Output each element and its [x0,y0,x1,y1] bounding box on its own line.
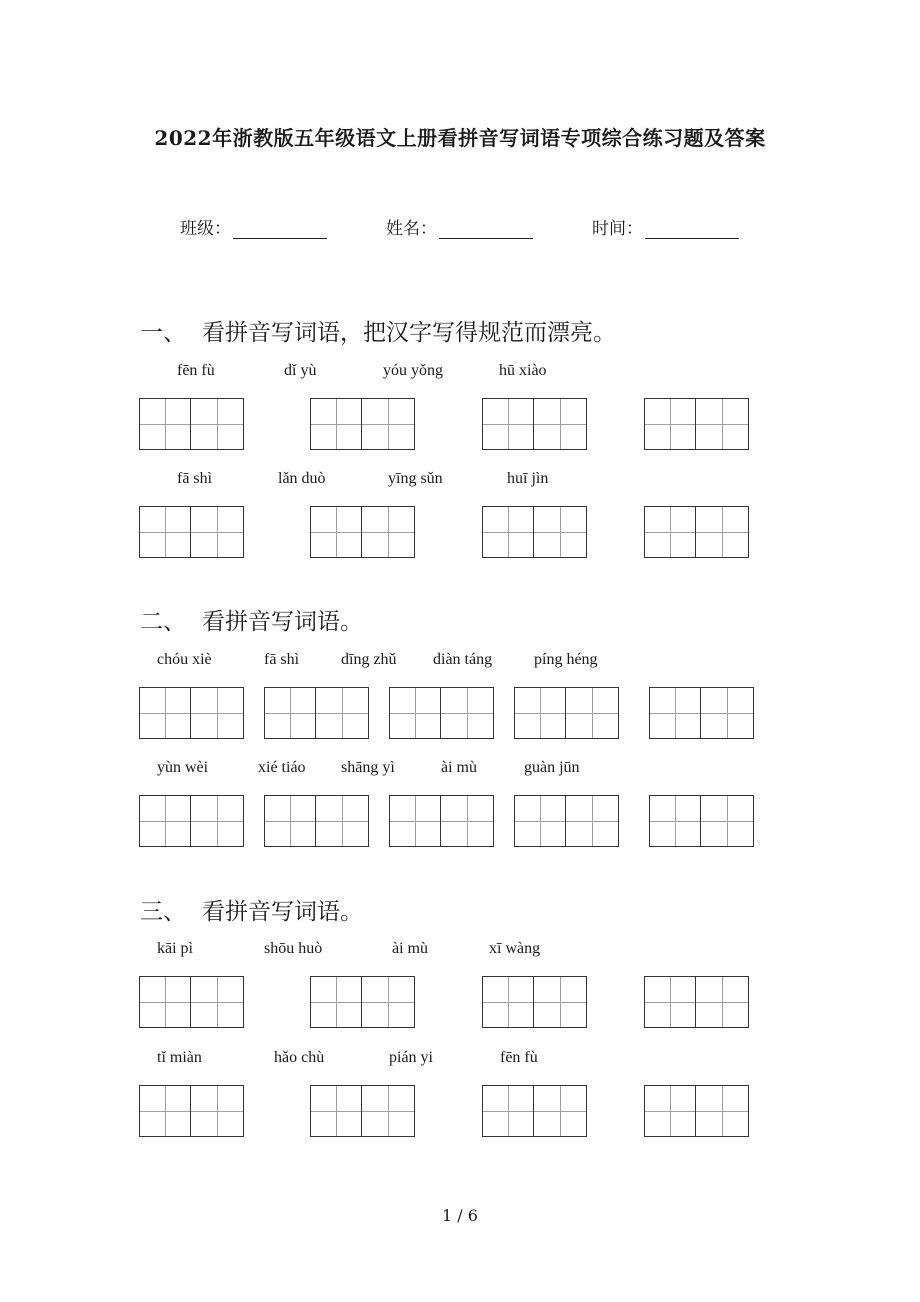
grid-cell[interactable] [701,687,754,739]
grid-cell[interactable] [514,687,566,739]
grid-cell[interactable] [644,976,696,1028]
grid-cell[interactable] [139,506,191,558]
grid-cell[interactable] [139,398,191,450]
section-1-title [140,314,616,347]
grid-cell[interactable] [310,1085,362,1137]
pinyin-1-8: huī jìn [507,470,549,487]
pinyin-2-8: shāng yì [341,759,395,776]
pinyin-2-5: píng héng [534,651,598,668]
grid-cell[interactable] [191,506,244,558]
grid-cell[interactable] [644,506,696,558]
class-label: 班级： [180,219,231,239]
grid-cell[interactable] [701,795,754,847]
grid-cell[interactable] [191,687,244,739]
tian-grid[interactable] [139,398,244,450]
grid-cell[interactable] [514,795,566,847]
grid-cell[interactable] [482,398,534,450]
pinyin-2-7: xié tiáo [258,759,306,776]
grid-cell[interactable] [534,1085,587,1137]
name-label: 姓名： [386,219,437,239]
tian-grid[interactable] [139,1085,244,1137]
section-1-instruction: 看拼音写词语，把汉字写得规范而漂亮。 [202,320,616,346]
name-blank[interactable] [439,220,533,239]
grid-cell[interactable] [316,687,369,739]
pinyin-3-3: ài mù [392,940,428,957]
page-number: 1 / 6 [442,1206,478,1225]
tian-grid[interactable] [139,795,244,847]
time-blank[interactable] [645,220,739,239]
grid-cell[interactable] [566,795,619,847]
grid-cell[interactable] [566,687,619,739]
pinyin-1-2: dǐ yù [284,362,317,379]
tian-grid[interactable] [482,506,587,558]
pinyin-3-2: shōu huò [264,940,323,957]
grid-cell[interactable] [696,398,749,450]
tian-grid[interactable] [310,506,415,558]
section-3-instruction: 看拼音写词语。 [202,899,363,925]
pinyin-1-1: fēn fù [177,362,215,379]
grid-cell[interactable] [362,976,415,1028]
time-label: 时间： [592,219,643,239]
grid-cell[interactable] [534,976,587,1028]
grid-cell[interactable] [191,976,244,1028]
tian-grid[interactable] [310,976,415,1028]
tian-grid[interactable] [264,795,369,847]
tian-grid[interactable] [649,687,754,739]
tian-grid[interactable] [310,398,415,450]
pinyin-1-4: hū xiào [499,362,547,379]
name-field [386,214,533,239]
grid-cell[interactable] [362,506,415,558]
grid-cell[interactable] [534,506,587,558]
pinyin-2-10: guàn jūn [524,759,580,776]
pinyin-2-3: dīng zhǔ [341,651,397,668]
grid-cell[interactable] [316,795,369,847]
pinyin-3-1: kāi pì [157,940,193,957]
tian-grid[interactable] [644,976,749,1028]
pinyin-3-5: tǐ miàn [157,1049,202,1066]
section-1-number: 一、 [140,320,186,346]
grid-cell[interactable] [139,976,191,1028]
grid-cell[interactable] [649,687,701,739]
tian-grid[interactable] [644,1085,749,1137]
tian-grid[interactable] [649,795,754,847]
pinyin-3-8: fēn fù [500,1049,538,1066]
grid-cell[interactable] [139,1085,191,1137]
tian-grid[interactable] [644,506,749,558]
tian-grid[interactable] [139,687,244,739]
pinyin-2-9: ài mù [441,759,477,776]
grid-cell[interactable] [696,506,749,558]
pinyin-3-6: hǎo chù [274,1049,325,1066]
section-3-number: 三、 [140,899,186,925]
grid-cell[interactable] [482,976,534,1028]
section-3-title [140,893,363,926]
tian-grid[interactable] [139,976,244,1028]
pinyin-1-6: lǎn duò [278,470,326,487]
grid-cell[interactable] [649,795,701,847]
grid-cell[interactable] [310,976,362,1028]
grid-cell[interactable] [362,398,415,450]
pinyin-1-7: yīng sǔn [388,470,443,487]
pinyin-2-2: fā shì [264,651,300,668]
grid-cell[interactable] [696,976,749,1028]
tian-grid[interactable] [389,687,494,739]
section-2-number: 二、 [140,609,186,635]
pinyin-2-6: yùn wèi [157,759,209,776]
tian-grid[interactable] [264,687,369,739]
tian-grid[interactable] [514,687,619,739]
tian-grid[interactable] [389,795,494,847]
pinyin-2-4: diàn táng [433,651,493,668]
grid-cell[interactable] [482,506,534,558]
section-2-instruction: 看拼音写词语。 [202,609,363,635]
pinyin-2-1: chóu xiè [157,651,212,668]
pinyin-1-3: yóu yǒng [383,362,443,379]
grid-cell[interactable] [389,795,441,847]
grid-cell[interactable] [310,506,362,558]
grid-cell[interactable] [139,795,191,847]
grid-cell[interactable] [264,795,316,847]
grid-cell[interactable] [310,398,362,450]
pinyin-3-4: xī wàng [489,940,541,957]
grid-cell[interactable] [191,1085,244,1137]
grid-cell[interactable] [534,398,587,450]
tian-grid[interactable] [482,398,587,450]
grid-cell[interactable] [191,795,244,847]
grid-cell[interactable] [441,795,494,847]
grid-cell[interactable] [264,687,316,739]
tian-grid[interactable] [310,1085,415,1137]
page-title: 2022年浙教版五年级语文上册看拼音写词语专项综合练习题及答案 [154,126,766,150]
grid-cell[interactable] [696,1085,749,1137]
grid-cell[interactable] [482,1085,534,1137]
time-field [592,214,739,239]
grid-cell[interactable] [362,1085,415,1137]
section-2-title [140,603,363,636]
grid-cell[interactable] [139,687,191,739]
pinyin-1-5: fā shì [177,470,213,487]
grid-cell[interactable] [389,687,441,739]
tian-grid[interactable] [514,795,619,847]
class-blank[interactable] [233,220,327,239]
class-field [180,214,327,239]
tian-grid[interactable] [139,506,244,558]
grid-cell[interactable] [644,398,696,450]
tian-grid[interactable] [644,398,749,450]
grid-cell[interactable] [441,687,494,739]
pinyin-3-7: pián yi [389,1049,433,1066]
grid-cell[interactable] [644,1085,696,1137]
tian-grid[interactable] [482,976,587,1028]
grid-cell[interactable] [191,398,244,450]
tian-grid[interactable] [482,1085,587,1137]
